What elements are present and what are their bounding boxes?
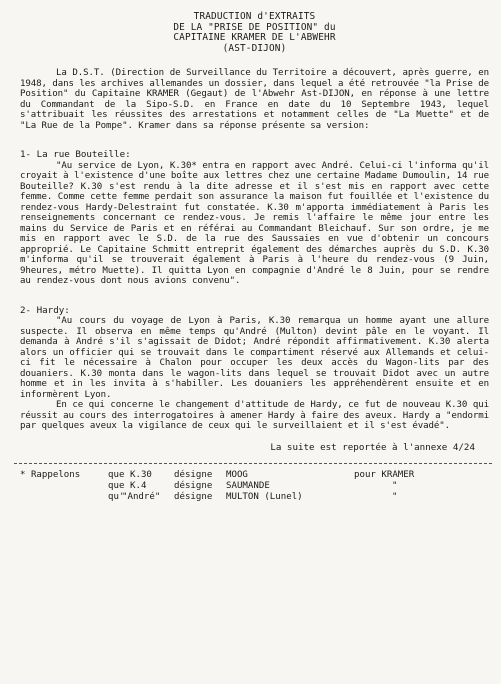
footnote-row: que K.4 désigne SAUMANDE " [108,480,398,491]
footnote-name: MOOG [226,470,248,481]
document-header [20,12,489,54]
header-line-2: DE LA "PRISE DE POSITION" du [173,21,336,33]
section-1-paragraph: "Au service de Lyon, K.30* entra en rapport avec André. Celui-ci l'informa qu'il croyait à l'existence d'une boîte aux lettres chez une certaine Madame Dumoulin, 14 rue Bouteille? K.30 s'est rendu à la dite adresse et il s'est mis en rapport avec cette femme. Comme cette femme perdait son assurance la maison fut fouillée et l'existence du rendez-vous Hardy-Delestraint fut constatée. K.30 m'apporta immédiatement à Paris les renseignements concernant ce rendez-vous. Je remis l'affaire le même jour entre les mains du Service de Paris et en référai au Commandant Bleichauf. Sur son ordre, je me mis en rapport avec le S.D. de la rue des Saussaies en vue d'obtenir un concours approprié. Le Capitaine Schmitt entreprit également des démarches auprès du S.D. K.30 m'informa qu'il se trouverait également à Paris à l'heure du rendez-vous (9 Juin, 9heures, métro Muette). Il quitta Lyon en compagnie d'André le 8 Juin, pour se rendre au rendez-vous dont nous avions convenu". [20,160,489,287]
intro-paragraph: La D.S.T. (Direction de Surveillance du Territoire a découvert, après guerre, en 1948, dans les archives allemandes un dossier, dans lequel a été retrouvée "la Prise de Position" du Capitaine KRAMER (Gegaut) de l'Abwehr Ast-DIJON, en réponse à une lettre du Commandant de la Sipo-S.D. en France en date du 10 Septembre 1943, lequel s'attribuait les réussites des arrestations et notamment celles de "La Muette" et de "La Rue de la Pompe". Kramer dans sa réponse présente sa version: [20,68,489,131]
section-1-title: 1- La rue Bouteille: [20,149,131,161]
section-2-paragraph-2: En ce qui concerne le changement d'attitude de Hardy, ce fut de nouveau K.30 qui réussit au cours des interrogatoires à amener Hardy à faire des aveux. Hardy a "endormi par quelques aveux la vigilance de ceux qui le surveillaient et il s'est évadé". [20,400,489,432]
footnote-divider [14,463,492,464]
footnote-code: "André" [122,491,161,502]
footnote-name: MULTON (Lunel) [226,491,303,502]
continued-note: La suite est reportée à l'annexe 4/24 [270,441,475,453]
footnote-code: K.30 [130,470,152,481]
footnote-code: K.4 [130,480,147,491]
header-line-1: TRADUCTION d'EXTRAITS [193,11,316,22]
header-line-4: (AST-DIJON) [222,42,287,54]
footnote-row: * Rappelons que K.30 désigne MOOG pour KRAMER [20,470,415,481]
section-2-title: 2- Hardy: [20,304,70,316]
section-2-paragraph-1: "Au cours du voyage de Lyon à Paris, K.30 remarqua un homme ayant une allure suspecte. Il observa en même temps qu'André (Multon) devint pâle en le voyant. Il demanda à André s'il s'agissait de Didot; André répondit affirmativement. K.30 alerta alors un officier qui se trouvait dans le compartiment réservé aux Allemands et celui-ci fit le nécessaire à Chalon pour occuper les deux accès du Wagon-lits par des douaniers. K.30 monta dans le wagon-lits dans lequel se trouvait Didot avec un autre homme et in les invita à s'habiller. Les douaniers les appréhendèrent ensuite et en informèrent Lyon. [20,316,489,400]
footnotes [20,470,489,502]
footnote-row: qu' "André" désigne MULTON (Lunel) " [108,491,398,502]
footnote-name: SAUMANDE [226,480,270,491]
header-line-3: CAPITAINE KRAMER DE L'ABWEHR [173,32,336,44]
footnote-lead: * Rappelons [20,470,81,481]
